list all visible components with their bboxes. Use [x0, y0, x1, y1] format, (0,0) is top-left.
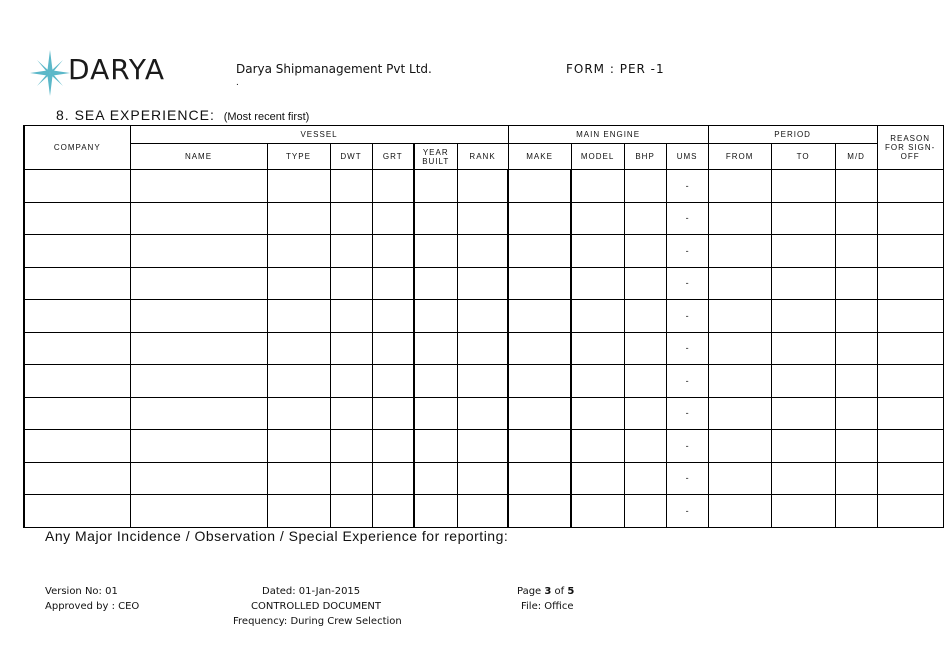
column-model: MODEL	[571, 144, 624, 170]
page-current: 3	[544, 586, 552, 597]
table-cell[interactable]	[508, 430, 571, 463]
table-cell[interactable]	[24, 202, 130, 235]
table-cell[interactable]	[666, 430, 708, 463]
table-cell[interactable]	[666, 267, 708, 300]
table-cell[interactable]	[372, 235, 414, 268]
table-cell[interactable]	[666, 300, 708, 333]
table-cell[interactable]	[330, 397, 372, 430]
table-cell[interactable]	[372, 365, 414, 398]
logo-wordmark: DARYA	[68, 53, 165, 86]
table-cell[interactable]	[330, 267, 372, 300]
table-cell[interactable]	[571, 430, 624, 463]
company-trailing-dot: .	[236, 77, 239, 88]
table-cell[interactable]	[877, 300, 943, 333]
table-cell[interactable]	[877, 235, 943, 268]
table-cell[interactable]	[330, 235, 372, 268]
table-cell[interactable]	[835, 495, 877, 528]
table-cell[interactable]	[771, 170, 835, 203]
table-cell[interactable]	[330, 202, 372, 235]
table-cell[interactable]	[771, 462, 835, 495]
footer-controlled: CONTROLLED DOCUMENT	[251, 601, 382, 612]
table-cell[interactable]	[508, 170, 571, 203]
table-cell[interactable]	[877, 170, 943, 203]
table-cell[interactable]	[624, 170, 666, 203]
table-cell[interactable]	[624, 202, 666, 235]
table-cell[interactable]	[666, 365, 708, 398]
table-cell[interactable]	[508, 397, 571, 430]
ums-placeholder: -	[685, 408, 689, 419]
table-cell[interactable]	[666, 332, 708, 365]
table-row	[24, 397, 943, 430]
table-cell[interactable]	[835, 235, 877, 268]
table-cell[interactable]	[267, 462, 330, 495]
table-row	[24, 495, 943, 528]
company-name: Darya Shipmanagement Pvt Ltd.	[236, 62, 432, 76]
column-from: FROM	[708, 144, 771, 170]
ums-placeholder: -	[685, 473, 689, 484]
column-make: MAKE	[508, 144, 571, 170]
table-cell[interactable]	[24, 170, 130, 203]
table-cell[interactable]	[624, 267, 666, 300]
table-cell[interactable]	[24, 430, 130, 463]
table-cell[interactable]	[267, 267, 330, 300]
ums-placeholder: -	[685, 375, 689, 386]
table-cell[interactable]	[771, 267, 835, 300]
table-cell[interactable]	[267, 430, 330, 463]
table-cell[interactable]	[457, 170, 508, 203]
table-cell[interactable]	[708, 267, 771, 300]
table-cell[interactable]	[666, 495, 708, 528]
table-cell[interactable]	[330, 495, 372, 528]
table-cell[interactable]	[877, 267, 943, 300]
column-name: NAME	[130, 144, 267, 170]
table-cell[interactable]	[771, 300, 835, 333]
table-cell[interactable]	[666, 235, 708, 268]
table-cell[interactable]	[771, 430, 835, 463]
table-cell[interactable]	[372, 430, 414, 463]
table-cell[interactable]	[708, 495, 771, 528]
column-ums: UMS	[666, 144, 708, 170]
table-row	[24, 365, 943, 398]
table-cell[interactable]	[835, 267, 877, 300]
table-cell[interactable]	[508, 332, 571, 365]
table-cell[interactable]	[835, 365, 877, 398]
table-row	[24, 267, 943, 300]
table-row	[24, 170, 943, 203]
table-cell[interactable]	[877, 202, 943, 235]
table-cell[interactable]	[571, 462, 624, 495]
page-mid: of	[551, 586, 568, 597]
footer-frequency: Frequency: During Crew Selection	[233, 616, 402, 627]
table-cell[interactable]	[708, 235, 771, 268]
table-cell[interactable]	[267, 332, 330, 365]
table-cell[interactable]	[457, 462, 508, 495]
table-cell[interactable]	[835, 462, 877, 495]
table-cell[interactable]	[130, 267, 267, 300]
table-cell[interactable]	[771, 235, 835, 268]
table-cell[interactable]	[624, 430, 666, 463]
table-cell[interactable]	[24, 462, 130, 495]
table-cell[interactable]	[414, 430, 457, 463]
table-cell[interactable]	[130, 397, 267, 430]
table-cell[interactable]	[267, 235, 330, 268]
ums-placeholder: -	[685, 278, 689, 289]
incidence-label: Any Major Incidence / Observation / Special Experience for reporting:	[45, 528, 509, 544]
page-total: 5	[567, 586, 575, 597]
table-cell[interactable]	[414, 495, 457, 528]
table-cell[interactable]	[267, 365, 330, 398]
table-cell[interactable]	[771, 397, 835, 430]
table-cell[interactable]	[24, 365, 130, 398]
table-cell[interactable]	[877, 332, 943, 365]
table-cell[interactable]	[708, 397, 771, 430]
table-cell[interactable]	[835, 300, 877, 333]
table-cell[interactable]	[372, 332, 414, 365]
table-cell[interactable]	[330, 300, 372, 333]
table-cell[interactable]	[457, 397, 508, 430]
table-cell[interactable]	[267, 202, 330, 235]
table-row	[24, 300, 943, 333]
header-company: COMPANY	[24, 126, 130, 170]
page-prefix: Page	[517, 586, 545, 597]
table-cell[interactable]	[877, 430, 943, 463]
table-cell[interactable]	[571, 495, 624, 528]
table-cell[interactable]	[666, 397, 708, 430]
table-cell[interactable]	[457, 300, 508, 333]
table-row	[24, 430, 943, 463]
table-cell[interactable]	[835, 170, 877, 203]
column-to: TO	[771, 144, 835, 170]
table-cell[interactable]	[508, 495, 571, 528]
table-cell[interactable]	[571, 202, 624, 235]
footer-version: Version No: 01	[45, 586, 118, 597]
footer-approved: Approved by : CEO	[45, 601, 140, 612]
table-cell[interactable]	[130, 300, 267, 333]
table-cell[interactable]	[771, 495, 835, 528]
table-cell[interactable]	[508, 235, 571, 268]
table-cell[interactable]	[835, 202, 877, 235]
table-cell[interactable]	[24, 300, 130, 333]
table-cell[interactable]	[877, 397, 943, 430]
section-subtitle: (Most recent first)	[223, 111, 310, 123]
table-cell[interactable]	[457, 202, 508, 235]
table-cell[interactable]	[372, 397, 414, 430]
table-cell[interactable]	[267, 170, 330, 203]
table-cell[interactable]	[708, 365, 771, 398]
table-cell[interactable]	[508, 267, 571, 300]
form-number: FORM : PER -1	[566, 62, 665, 76]
table-cell[interactable]	[877, 495, 943, 528]
table-cell[interactable]	[457, 332, 508, 365]
table-cell[interactable]	[330, 430, 372, 463]
ums-placeholder: -	[685, 343, 689, 354]
sea-experience-table	[23, 125, 944, 528]
table-cell[interactable]	[414, 365, 457, 398]
table-cell[interactable]	[372, 202, 414, 235]
ums-placeholder: -	[685, 505, 689, 516]
table-cell[interactable]	[624, 235, 666, 268]
table-cell[interactable]	[130, 462, 267, 495]
table-cell[interactable]	[835, 332, 877, 365]
table-cell[interactable]	[130, 202, 267, 235]
table-cell[interactable]	[571, 300, 624, 333]
table-cell[interactable]	[571, 397, 624, 430]
table-cell[interactable]	[457, 430, 508, 463]
column-md: M/D	[835, 144, 877, 170]
table-row	[24, 235, 943, 268]
table-cell[interactable]	[267, 300, 330, 333]
table-cell[interactable]	[414, 397, 457, 430]
table-cell[interactable]	[571, 170, 624, 203]
ums-placeholder: -	[685, 180, 689, 191]
table-cell[interactable]	[414, 267, 457, 300]
table-cell[interactable]	[708, 300, 771, 333]
table-cell[interactable]	[414, 300, 457, 333]
table-cell[interactable]	[24, 332, 130, 365]
table-cell[interactable]	[267, 495, 330, 528]
table-cell[interactable]	[414, 235, 457, 268]
table-cell[interactable]	[835, 430, 877, 463]
table-row	[24, 462, 943, 495]
table-cell[interactable]	[130, 365, 267, 398]
table-cell[interactable]	[372, 170, 414, 203]
table-cell[interactable]	[508, 202, 571, 235]
table-cell[interactable]	[666, 462, 708, 495]
table-cell[interactable]	[24, 495, 130, 528]
table-cell[interactable]	[414, 202, 457, 235]
table-cell[interactable]	[877, 462, 943, 495]
table-cell[interactable]	[130, 430, 267, 463]
table-cell[interactable]	[624, 332, 666, 365]
table-cell[interactable]	[372, 495, 414, 528]
table-cell[interactable]	[267, 397, 330, 430]
table-cell[interactable]	[457, 267, 508, 300]
table-cell[interactable]	[457, 495, 508, 528]
column-bhp: BHP	[624, 144, 666, 170]
table-row	[24, 202, 943, 235]
table-cell[interactable]	[877, 365, 943, 398]
table-cell[interactable]	[414, 170, 457, 203]
table-cell[interactable]	[330, 462, 372, 495]
footer-file: File: Office	[521, 601, 574, 612]
table-body	[24, 170, 943, 528]
table-cell[interactable]	[835, 397, 877, 430]
table-cell[interactable]	[708, 332, 771, 365]
header-vessel: VESSEL	[130, 126, 508, 144]
table-cell[interactable]	[571, 235, 624, 268]
table-cell[interactable]	[624, 495, 666, 528]
ums-placeholder: -	[685, 213, 689, 224]
table-cell[interactable]	[771, 202, 835, 235]
table-cell[interactable]	[130, 495, 267, 528]
section-heading: 8. SEA EXPERIENCE:	[56, 107, 215, 123]
table-cell[interactable]	[571, 267, 624, 300]
table-cell[interactable]	[708, 462, 771, 495]
table-cell[interactable]	[130, 170, 267, 203]
column-year-built: YEAR BUILT	[414, 144, 457, 170]
ums-placeholder: -	[685, 245, 689, 256]
table-cell[interactable]	[508, 462, 571, 495]
table-cell[interactable]	[508, 300, 571, 333]
table-cell[interactable]	[624, 365, 666, 398]
company-logo	[30, 50, 170, 96]
table-cell[interactable]	[571, 332, 624, 365]
footer-dated: Dated: 01-Jan-2015	[262, 586, 361, 597]
section-title	[56, 107, 309, 123]
table-cell[interactable]	[708, 170, 771, 203]
ums-placeholder: -	[685, 440, 689, 451]
table-cell[interactable]	[771, 332, 835, 365]
table-cell[interactable]	[330, 332, 372, 365]
header-period: PERIOD	[708, 126, 877, 144]
table-cell[interactable]	[330, 365, 372, 398]
table-cell[interactable]	[24, 235, 130, 268]
table-cell[interactable]	[457, 365, 508, 398]
table-cell[interactable]	[624, 300, 666, 333]
ums-placeholder: -	[685, 310, 689, 321]
header-reason: REASON FOR SIGN- OFF	[877, 126, 943, 170]
column-type: TYPE	[267, 144, 330, 170]
table-cell[interactable]	[372, 267, 414, 300]
star-logo-icon	[30, 50, 70, 96]
header-main-engine: MAIN ENGINE	[508, 126, 708, 144]
table-cell[interactable]	[666, 170, 708, 203]
table-cell[interactable]	[414, 462, 457, 495]
column-rank: RANK	[457, 144, 508, 170]
table-cell[interactable]	[414, 332, 457, 365]
table-cell[interactable]	[624, 397, 666, 430]
column-grt: GRT	[372, 144, 414, 170]
table-cell[interactable]	[571, 365, 624, 398]
table-cell[interactable]	[130, 332, 267, 365]
column-dwt: DWT	[330, 144, 372, 170]
table-cell[interactable]	[130, 235, 267, 268]
table-cell[interactable]	[24, 267, 130, 300]
table-cell[interactable]	[457, 235, 508, 268]
table-cell[interactable]	[624, 462, 666, 495]
table-cell[interactable]	[330, 170, 372, 203]
table-cell[interactable]	[666, 202, 708, 235]
table-cell[interactable]	[24, 397, 130, 430]
table-cell[interactable]	[708, 202, 771, 235]
footer-page	[517, 586, 574, 597]
table-cell[interactable]	[771, 365, 835, 398]
table-cell[interactable]	[508, 365, 571, 398]
table-row	[24, 332, 943, 365]
table-cell[interactable]	[372, 462, 414, 495]
table-cell[interactable]	[708, 430, 771, 463]
table-cell[interactable]	[372, 300, 414, 333]
